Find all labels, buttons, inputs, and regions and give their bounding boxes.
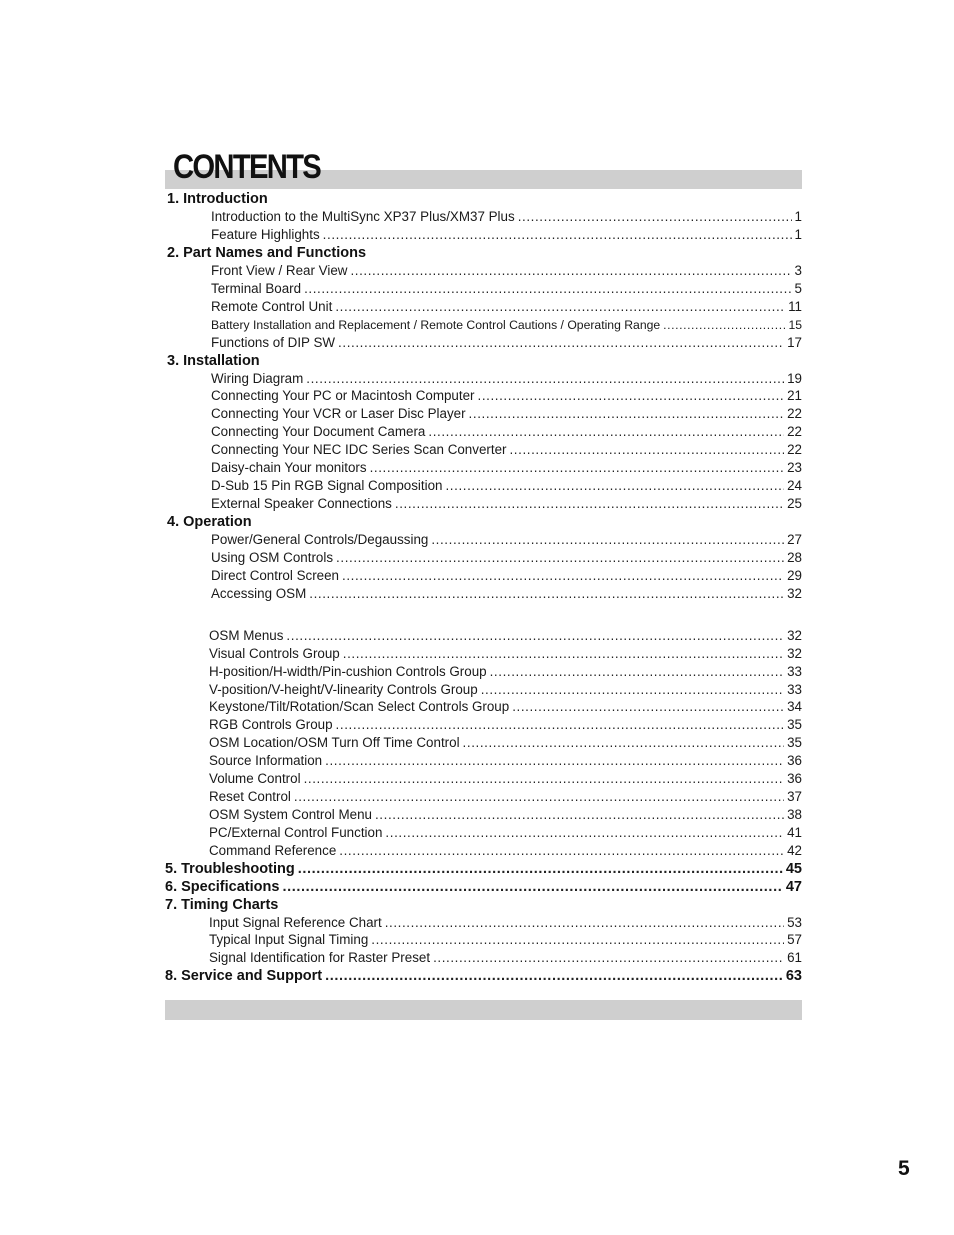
toc-entry-page: 3 (794, 263, 802, 278)
toc-section-page: 45 (785, 861, 802, 877)
toc-entry-label: External Speaker Connections (211, 496, 392, 511)
toc-entry[interactable] (209, 663, 802, 681)
toc-entry-label: PC/External Control Function (209, 825, 383, 840)
toc-entry-page: 61 (787, 950, 802, 965)
toc-entry[interactable] (211, 226, 802, 244)
toc-entry-page: 1 (794, 209, 802, 224)
leader-dots (323, 226, 792, 244)
toc-entry[interactable] (209, 949, 802, 967)
toc-section[interactable] (165, 878, 802, 896)
leader-dots (325, 967, 783, 985)
leader-dots (490, 663, 784, 681)
toc-entry-page: 1 (794, 227, 802, 242)
toc-entry-label: Functions of DIP SW (211, 335, 336, 350)
leader-dots (370, 459, 785, 477)
leader-dots (371, 931, 784, 949)
toc-entry[interactable] (209, 716, 802, 734)
toc-entry[interactable] (211, 405, 802, 423)
toc-entry-label: Command Reference (209, 843, 337, 858)
toc-entry[interactable] (211, 441, 802, 459)
toc-entry-label: RGB Controls Group (209, 717, 333, 732)
toc-entry-label: D-Sub 15 Pin RGB Signal Composition (211, 478, 443, 493)
toc-entry-page: 38 (787, 807, 802, 822)
page-title: CONTENTS (173, 148, 321, 186)
toc-section[interactable] (167, 190, 802, 208)
leader-dots (478, 387, 785, 405)
toc-entry[interactable] (209, 734, 802, 752)
leader-dots (509, 441, 784, 459)
toc-section-label: 1. Introduction (167, 191, 268, 207)
leader-dots (350, 262, 791, 280)
toc-entry-page: 33 (787, 682, 802, 697)
toc-entry-label: Wiring Diagram (211, 371, 304, 386)
leader-dots (338, 334, 784, 352)
toc-entry[interactable] (209, 681, 802, 699)
toc-entry-label: Front View / Rear View (211, 263, 348, 278)
toc-entry[interactable] (209, 931, 802, 949)
toc-entry-page: 27 (787, 532, 802, 547)
toc-entry[interactable] (209, 645, 802, 663)
toc-entry-page: 35 (787, 717, 802, 732)
toc-section[interactable] (165, 860, 802, 878)
toc-entry[interactable] (211, 585, 802, 603)
toc-entry-label: Typical Input Signal Timing (209, 932, 369, 947)
toc-section-label: 5. Troubleshooting (165, 861, 295, 877)
leader-dots (336, 716, 785, 734)
toc-entry[interactable] (211, 459, 802, 477)
toc-entry-label: Feature Highlights (211, 227, 320, 242)
toc-entry-page: 35 (787, 735, 802, 750)
toc-entry-label: OSM Location/OSM Turn Off Time Control (209, 735, 460, 750)
toc-entry-page: 25 (787, 496, 802, 511)
toc-entry-label: Power/General Controls/Degaussing (211, 532, 429, 547)
leader-dots (385, 824, 784, 842)
toc-entry[interactable] (209, 627, 802, 645)
toc-entry-page: 22 (787, 406, 802, 421)
leader-dots (342, 567, 784, 585)
leader-dots (512, 698, 784, 716)
toc-entry-label: OSM System Control Menu (209, 807, 372, 822)
toc-section[interactable] (165, 896, 802, 914)
leader-dots (518, 208, 792, 226)
toc-entry[interactable] (211, 262, 802, 280)
toc-entry-label: Keystone/Tilt/Rotation/Scan Select Controls Group (209, 699, 510, 714)
toc-entry[interactable] (211, 370, 802, 388)
leader-dots (375, 806, 784, 824)
toc-entry-label: Terminal Board (211, 281, 302, 296)
toc-entry-label: Using OSM Controls (211, 550, 334, 565)
toc-entry-label: H-position/H-width/Pin-cushion Controls Group (209, 664, 487, 679)
toc-entry-page: 24 (787, 478, 802, 493)
toc-entry-page: 15 (788, 318, 802, 332)
toc-entry[interactable] (211, 477, 802, 495)
toc-entry[interactable] (209, 842, 802, 860)
leader-dots (294, 788, 784, 806)
leader-dots (282, 878, 782, 896)
leader-dots (325, 752, 784, 770)
toc-entry-page: 57 (787, 932, 802, 947)
toc-entry-label: Connecting Your VCR or Laser Disc Player (211, 406, 466, 421)
toc-entry-label: Connecting Your NEC IDC Series Scan Converter (211, 442, 507, 457)
toc-entry-page: 21 (787, 388, 802, 403)
toc-entry-page: 42 (787, 843, 802, 858)
toc-entry[interactable] (209, 698, 802, 716)
toc-entry-page: 29 (787, 568, 802, 583)
toc-entry[interactable] (209, 788, 802, 806)
toc-entry-page: 34 (787, 699, 802, 714)
leader-dots (445, 477, 784, 495)
leader-dots (286, 627, 784, 645)
toc-section-label: 6. Specifications (165, 879, 280, 895)
toc-entry-label: Remote Control Unit (211, 299, 333, 314)
toc-entry-page: 28 (787, 550, 802, 565)
toc-entry-page: 23 (787, 460, 802, 475)
toc-entry[interactable] (211, 567, 802, 585)
toc-entry-label: Introduction to the MultiSync XP37 Plus/XM37 Plus (211, 209, 515, 224)
toc-entry-page: 17 (787, 335, 802, 350)
toc-entry-page: 32 (787, 646, 802, 661)
toc-entry-page: 19 (787, 371, 802, 386)
toc-section-page: 47 (785, 879, 802, 895)
toc-entry-page: 37 (787, 789, 802, 804)
toc-entry[interactable] (209, 752, 802, 770)
page-number: 5 (898, 1157, 910, 1180)
toc-entry-label: V-position/V-height/V-linearity Controls Group (209, 682, 478, 697)
toc-entry-label: Volume Control (209, 771, 301, 786)
toc-entry[interactable] (211, 208, 802, 226)
toc-section-label: 8. Service and Support (165, 968, 323, 984)
toc-entry[interactable] (209, 824, 802, 842)
toc-entry-label: Reset Control (209, 789, 291, 804)
leader-dots (336, 549, 784, 567)
toc-entry-page: 32 (787, 586, 802, 601)
toc-section-label: 7. Timing Charts (165, 897, 279, 913)
leader-dots (306, 370, 784, 388)
toc-entry-page: 53 (787, 915, 802, 930)
toc-entry[interactable] (211, 280, 802, 298)
toc-entry[interactable] (211, 423, 802, 441)
toc-entry-label: Input Signal Reference Chart (209, 915, 382, 930)
toc-entry-label: Connecting Your Document Camera (211, 424, 426, 439)
toc-entry-page: 36 (787, 771, 802, 786)
leader-dots (431, 531, 784, 549)
toc-entry[interactable] (211, 316, 802, 334)
toc-entry-page: 41 (787, 825, 802, 840)
toc-section[interactable] (167, 513, 802, 531)
toc-entry-page: 32 (787, 628, 802, 643)
leader-dots (304, 280, 791, 298)
toc-section-label: 3. Installation (167, 353, 260, 369)
leader-dots (433, 949, 784, 967)
toc-entry[interactable] (211, 549, 802, 567)
toc-entry-label: Accessing OSM (211, 586, 307, 601)
toc-entry[interactable] (211, 387, 802, 405)
toc-entry[interactable] (211, 334, 802, 352)
toc-section[interactable] (167, 352, 802, 370)
toc-entry[interactable] (209, 914, 802, 932)
toc-entry-label: Connecting Your PC or Macintosh Computer (211, 388, 475, 403)
toc-entry-label: Battery Installation and Replacement / Remote Control Cautions / Operating Range (211, 318, 661, 332)
toc-entry[interactable] (209, 770, 802, 788)
leader-dots (304, 770, 785, 788)
leader-dots (335, 298, 785, 316)
leader-dots (469, 405, 785, 423)
leader-dots (343, 645, 784, 663)
leader-dots (309, 585, 784, 603)
toc-section-label: 2. Part Names and Functions (167, 245, 367, 261)
toc-entry-page: 22 (787, 442, 802, 457)
toc-entry-page: 33 (787, 664, 802, 679)
footer-band (165, 1000, 802, 1020)
toc-section-page: 63 (785, 968, 802, 984)
toc-section[interactable] (167, 244, 802, 262)
leader-dots (298, 860, 783, 878)
leader-dots (339, 842, 784, 860)
toc-entry-page: 36 (787, 753, 802, 768)
leader-dots (481, 681, 784, 699)
toc-entry-label: Visual Controls Group (209, 646, 340, 661)
toc-entry-label: OSM Menus (209, 628, 284, 643)
leader-dots (395, 495, 784, 513)
leader-dots (428, 423, 784, 441)
toc-entry-label: Direct Control Screen (211, 568, 340, 583)
toc-entry-page: 11 (788, 299, 802, 314)
toc-entry-label: Daisy-chain Your monitors (211, 460, 367, 475)
toc-entry-page: 22 (787, 424, 802, 439)
toc-entry[interactable] (211, 531, 802, 549)
leader-dots (663, 316, 785, 334)
toc-entry[interactable] (211, 495, 802, 513)
toc-entry-page: 5 (794, 281, 802, 296)
toc-entry-label: Source Information (209, 753, 323, 768)
toc-section[interactable] (165, 967, 802, 985)
toc-section-label: 4. Operation (167, 514, 252, 530)
toc-entry[interactable] (211, 298, 802, 316)
leader-dots (463, 734, 785, 752)
toc-entry[interactable] (209, 806, 802, 824)
leader-dots (385, 914, 784, 932)
toc-entry-label: Signal Identification for Raster Preset (209, 950, 431, 965)
